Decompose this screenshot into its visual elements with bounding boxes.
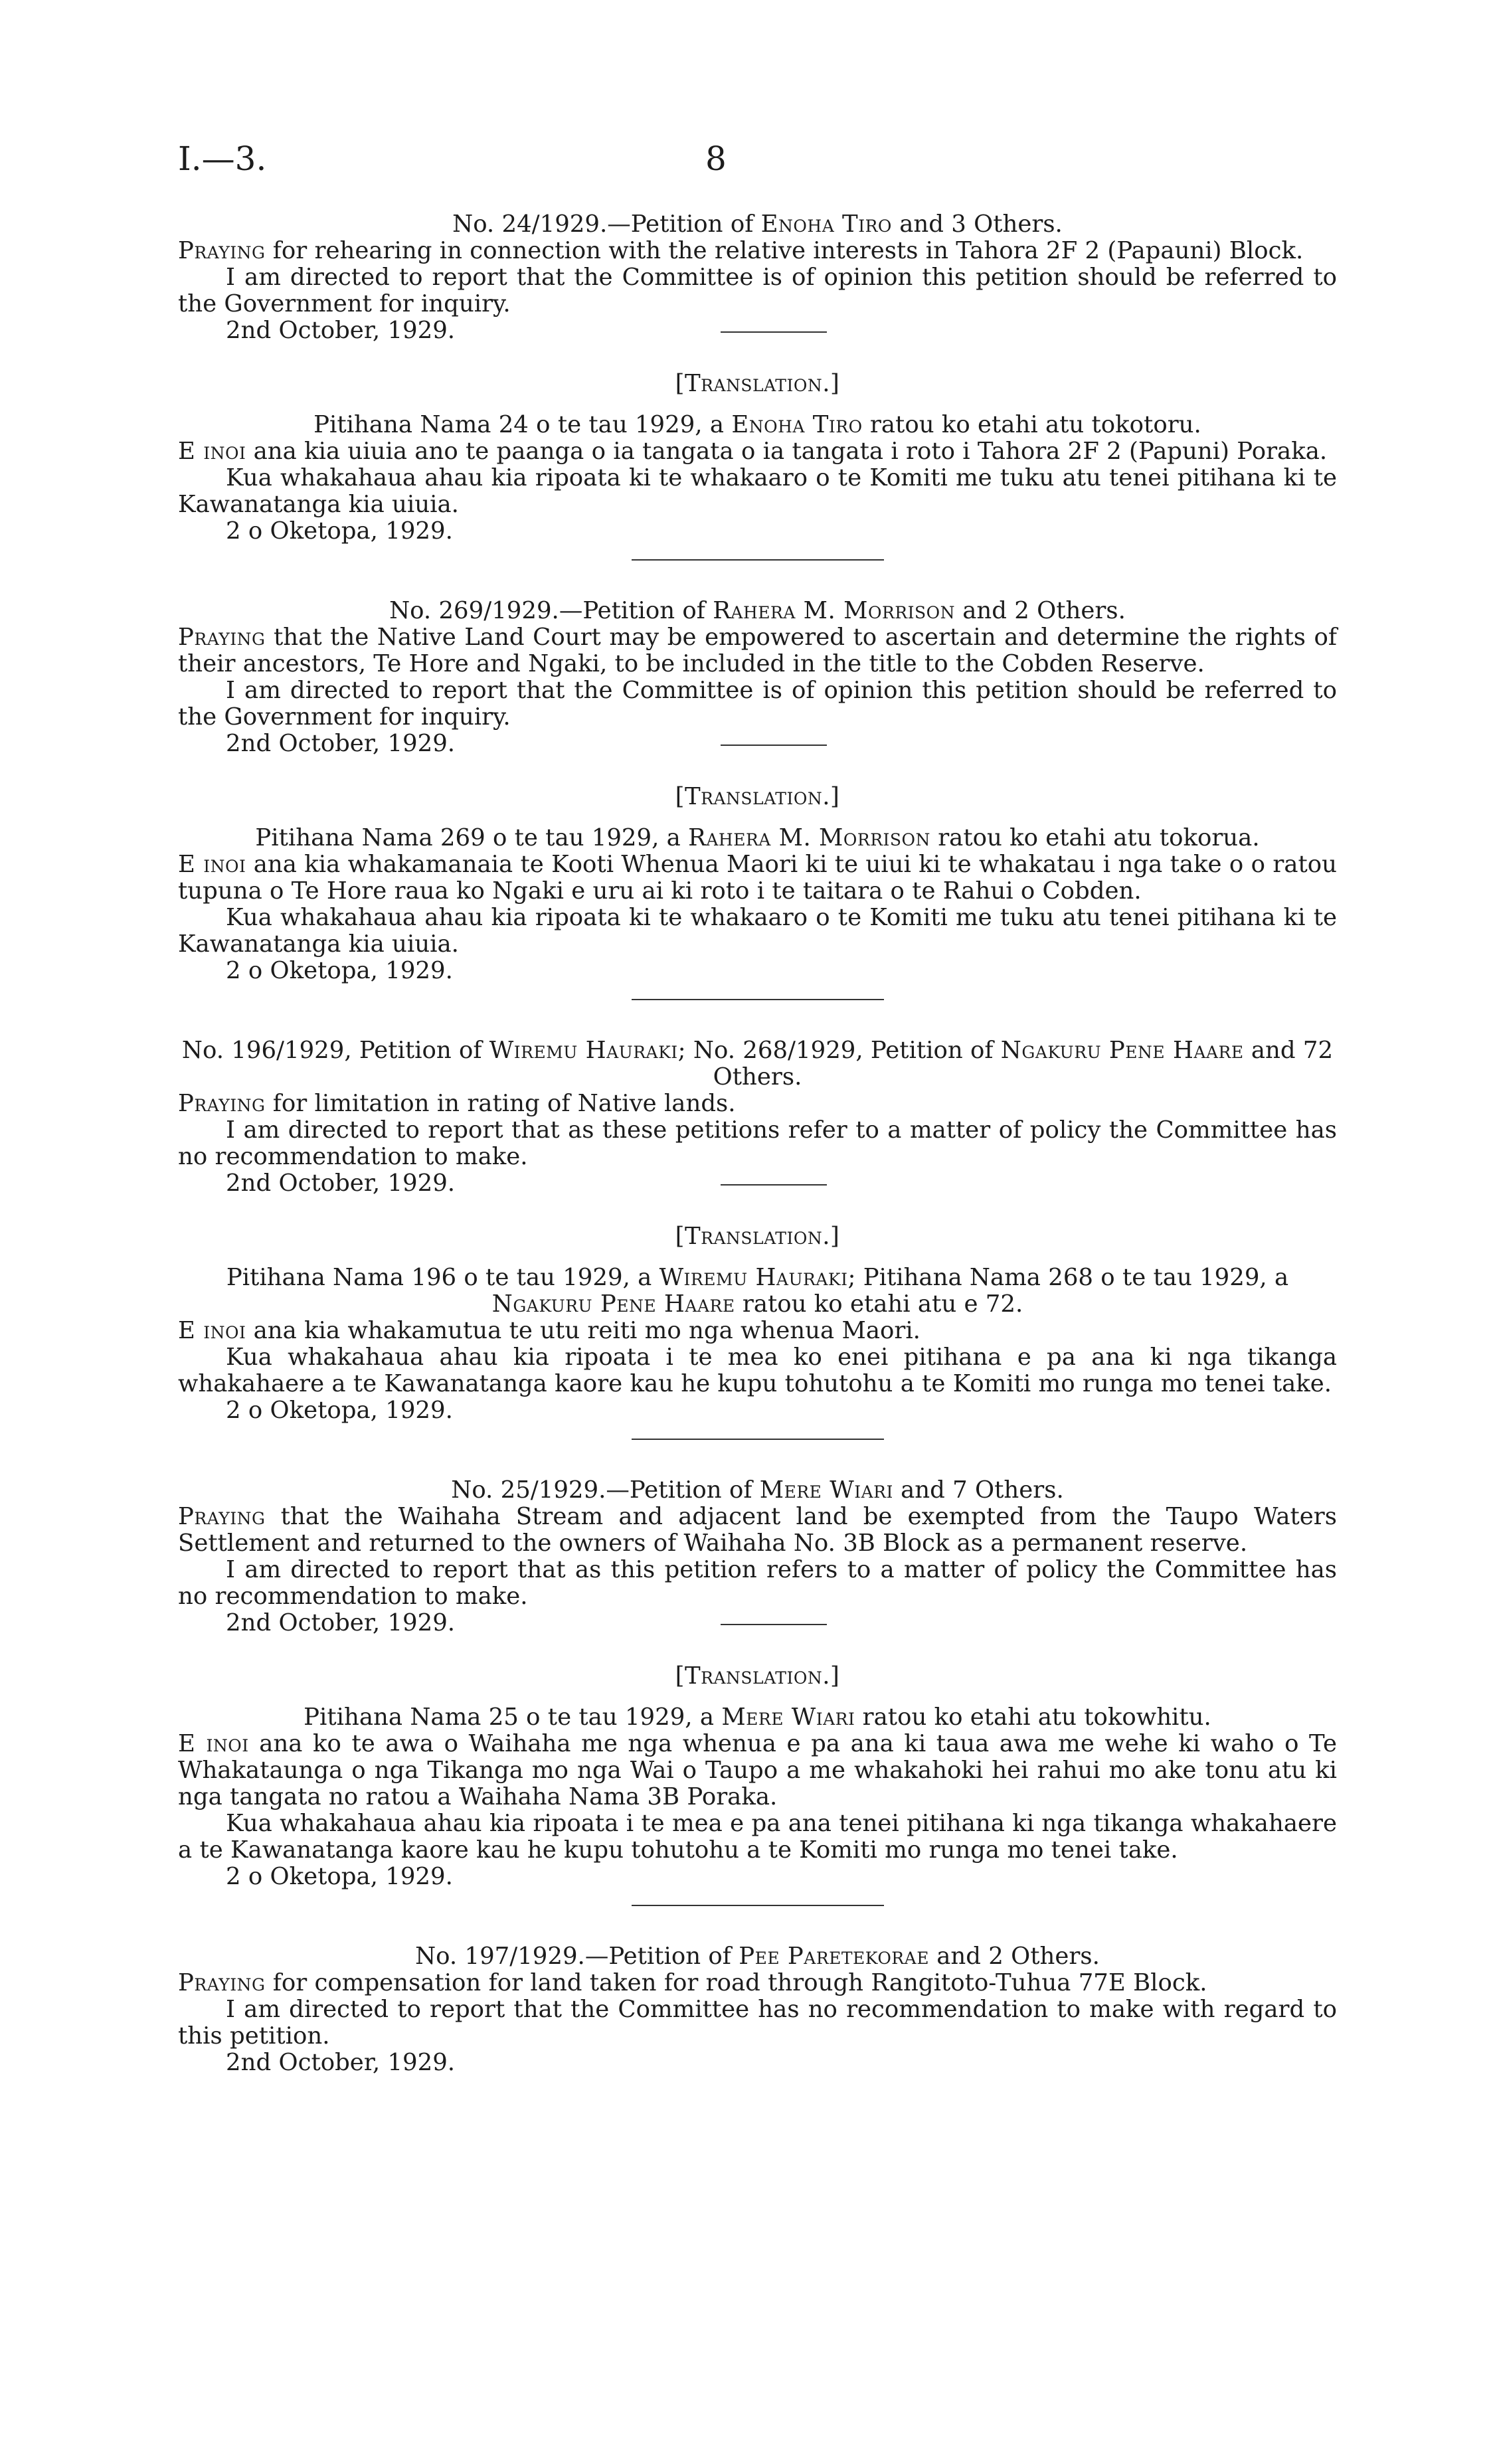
paper-reference: I.—3. — [178, 139, 267, 178]
praying-paragraph: Praying that the Native Land Court may be empowered to ascertain and determine the rights of their ancestors, Te Hore and Ngaki, to be included in the title to the Cobden Reserve. — [178, 624, 1337, 677]
translation-label: [Translation.] — [675, 370, 840, 397]
praying-paragraph: Praying for limitation in rating of Native lands. — [178, 1090, 736, 1117]
short-rule — [721, 1184, 827, 1186]
report-paragraph: I am directed to report that the Committee is of opinion this petition should be referred to the Government for inquiry. — [178, 264, 1337, 317]
petition-269-1929 — [178, 598, 1337, 984]
report-paragraph: I am directed to report that the Committee has no recommendation to make with regard to this petition. — [178, 1996, 1337, 2050]
report-paragraph: I am directed to report that as these petitions refer to a matter of policy the Committee has no recommendation to make. — [178, 1116, 1337, 1170]
petition-heading: No. 197/1929.—Petition of Pee Paretekorae and 2 Others. — [415, 1943, 1100, 1970]
petition-heading: No. 25/1929.—Petition of Mere Wiari and 7 Others. — [451, 1476, 1064, 1504]
translation-date: 2 o Oketopa, 1929. — [226, 957, 453, 984]
translation-report: Kua whakahaua ahau kia ripoata ki te whakaaro o te Komiti me tuku atu tenei pitihana ki te Kawanatanga kia uiuia. — [178, 464, 1337, 518]
translation-inoi: E inoi ana kia whakamutua te utu reiti mo nga whenua Maori. — [178, 1317, 921, 1344]
petition-24-1929 — [178, 211, 1337, 545]
short-rule — [721, 1624, 827, 1625]
translation-heading: Pitihana Nama 24 o te tau 1929, a Enoha Tiro ratou ko etahi atu tokotoru. — [313, 411, 1201, 438]
translation-label: [Translation.] — [675, 1662, 840, 1690]
translation-label: [Translation.] — [675, 1223, 840, 1250]
translation-report: Kua whakahaua ahau kia ripoata ki te whakaaro o te Komiti me tuku atu tenei pitihana ki te Kawanatanga kia uiuia. — [178, 904, 1337, 958]
report-paragraph: I am directed to report that as this petition refers to a matter of policy the Committee has no recommendation to make. — [178, 1556, 1337, 1610]
translation-date: 2 o Oketopa, 1929. — [226, 517, 453, 545]
translation-inoi: E inoi ana kia whakamanaia te Kooti Whenua Maori ki te uiui ki te whakatau i nga take o o ratou tupuna o Te Hore raua ko Ngaki e uru ai ki roto i te taitara o te Rahui o Cobden. — [178, 851, 1337, 905]
page-header — [178, 139, 1313, 193]
report-paragraph: I am directed to report that the Committee is of opinion this petition should be referred to the Government for inquiry. — [178, 677, 1337, 731]
petition-heading: No. 269/1929.—Petition of Rahera M. Morrison and 2 Others. — [389, 597, 1126, 624]
praying-paragraph: Praying that the Waihaha Stream and adjacent land be exempted from the Taupo Waters Settlement and returned to the owners of Waihaha No. 3B Block as a permanent reserve. — [178, 1503, 1337, 1557]
short-rule — [721, 745, 827, 746]
petition-heading: No. 24/1929.—Petition of Enoha Tiro and 3 Others. — [452, 211, 1063, 238]
translation-heading: Pitihana Nama 25 o te tau 1929, a Mere Wiari ratou ko etahi atu tokowhitu. — [304, 1704, 1211, 1731]
translation-label: [Translation.] — [675, 783, 840, 810]
translation-date: 2 o Oketopa, 1929. — [226, 1397, 453, 1424]
petition-heading: No. 196/1929, Petition of Wiremu Hauraki; No. 268/1929, Petition of Ngakuru Pene Haare and 72 Others. — [181, 1037, 1334, 1091]
report-date: 2nd October, 1929. — [178, 317, 1337, 344]
translation-report: Kua whakahaua ahau kia ripoata i te mea e pa ana tenei pitihana ki nga tikanga whakahaere a te Kawanatanga kaore kau he kupu tohutohu a te Komiti mo runga mo tenei take. — [178, 1810, 1337, 1864]
translation-heading: Pitihana Nama 269 o te tau 1929, a Rahera M. Morrison ratou ko etahi atu tokorua. — [255, 824, 1260, 851]
petition-197-1929 — [178, 1943, 1337, 2076]
translation-report: Kua whakahaua ahau kia ripoata i te mea ko enei pitihana e pa ana ki nga tikanga whakahaere a te Kawanatanga kaore kau he kupu tohutohu a te Komiti mo runga mo tenei take. — [178, 1344, 1337, 1397]
translation-heading: Pitihana Nama 196 o te tau 1929, a Wiremu Hauraki; Pitihana Nama 268 o te tau 1929, a Ngakuru Pene Haare ratou ko etahi atu e 72. — [226, 1264, 1289, 1318]
page-number: 8 — [705, 139, 727, 178]
petitions-report — [178, 211, 1337, 2076]
petition-196-268-1929 — [178, 1037, 1337, 1424]
translation-inoi: E inoi ana ko te awa o Waihaha me nga whenua e pa ana ki taua awa me wehe ki waho o Te Whakataunga o nga Tikanga mo nga Wai o Taupo a me whakahoki hei rahui mo ake tonu atu ki nga tangata no ratou a Waihaha Nama 3B Poraka. — [178, 1730, 1337, 1810]
petition-25-1929 — [178, 1477, 1337, 1890]
translation-date: 2 o Oketopa, 1929. — [226, 1863, 453, 1890]
report-date: 2nd October, 1929. — [178, 731, 1337, 757]
report-date: 2nd October, 1929. — [178, 1170, 1337, 1197]
praying-paragraph: Praying for compensation for land taken for road through Rangitoto-Tuhua 77E Block. — [178, 1969, 1207, 1996]
translation-inoi: E inoi ana kia uiuia ano te paanga o ia tangata o ia tangata i roto i Tahora 2F 2 (Papuni) Poraka. — [178, 438, 1328, 465]
report-date: 2nd October, 1929. — [178, 1610, 1337, 1636]
report-date: 2nd October, 1929. — [226, 2049, 456, 2076]
short-rule — [721, 331, 827, 333]
praying-paragraph: Praying for rehearing in connection with the relative interests in Tahora 2F 2 (Papauni) Block. — [178, 237, 1304, 264]
